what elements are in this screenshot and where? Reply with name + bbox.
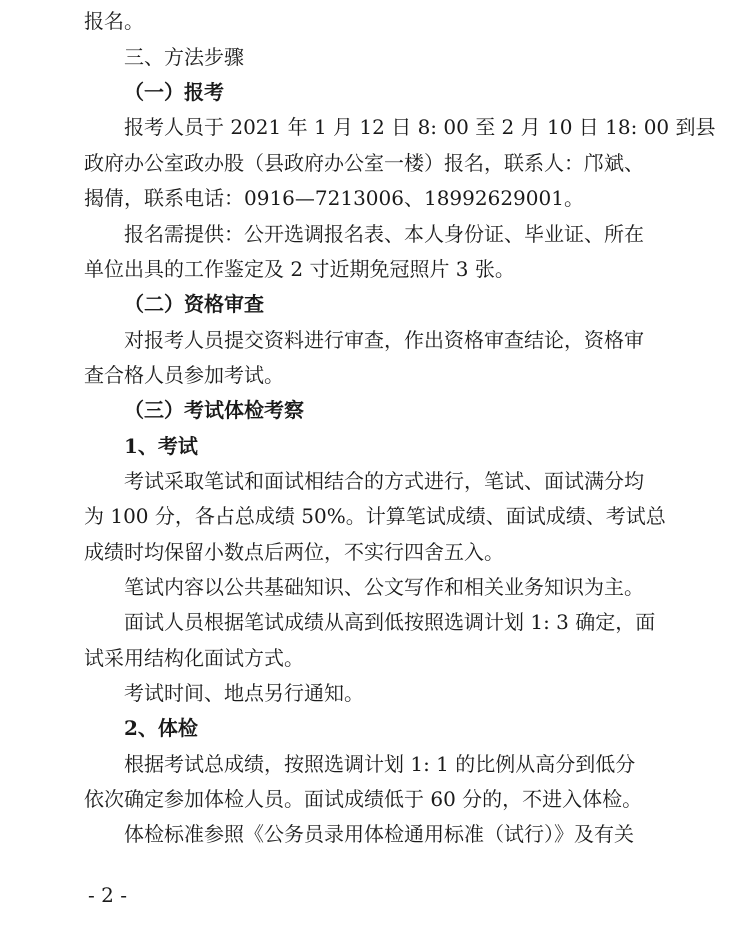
text-line-1: 报名。 (84, 9, 144, 33)
subheading-exam: 1、考试 (124, 434, 198, 458)
text-line-23: 依次确定参加体检人员。面试成绩低于 60 分的，不进入体检。 (84, 787, 643, 811)
text-line-24: 体检标准参照《公务员录用体检通用标准（试行）》及有关 (124, 822, 634, 846)
subheading-3: （三）考试体检考察 (124, 398, 304, 422)
text-line-7: 报名需提供：公开选调报名表、本人身份证、毕业证、所在 (124, 222, 644, 246)
text-line-4: 报考人员于 2021 年 1 月 12 日 8: 00 至 2 月 10 日 18: 00 到县 (124, 115, 716, 139)
text-line-11: 查合格人员参加考试。 (84, 363, 284, 387)
subheading-1: （一）报考 (124, 80, 224, 104)
text-line-8: 单位出具的工作鉴定及 2 寸近期免冠照片 3 张。 (84, 257, 515, 281)
text-line-20: 考试时间、地点另行通知。 (124, 681, 364, 705)
section-heading-3: 三、方法步骤 (124, 45, 244, 69)
subheading-medical: 2、体检 (124, 716, 198, 740)
text-line-15: 为 100 分，各占总成绩 50%。计算笔试成绩、面试成绩、考试总 (84, 504, 666, 528)
text-line-5: 政府办公室政办股（县政府办公室一楼）报名，联系人：邝斌、 (84, 151, 644, 175)
subheading-2: （二）资格审查 (124, 292, 264, 316)
text-line-18: 面试人员根据笔试成绩从高到低按照选调计划 1: 3 确定，面 (124, 610, 656, 634)
text-line-16: 成绩时均保留小数点后两位，不实行四舍五入。 (84, 540, 504, 564)
text-line-14: 考试采取笔试和面试相结合的方式进行，笔试、面试满分均 (124, 469, 644, 493)
text-line-19: 试采用结构化面试方式。 (84, 646, 304, 670)
text-line-10: 对报考人员提交资料进行审查，作出资格审查结论，资格审 (124, 328, 644, 352)
text-line-17: 笔试内容以公共基础知识、公文写作和相关业务知识为主。 (124, 575, 644, 599)
text-line-22: 根据考试总成绩，按照选调计划 1: 1 的比例从高分到低分 (124, 752, 636, 776)
page-number: - 2 - (88, 883, 127, 907)
text-line-6: 揭倩，联系电话：0916—7213006、18992629001。 (84, 186, 584, 210)
